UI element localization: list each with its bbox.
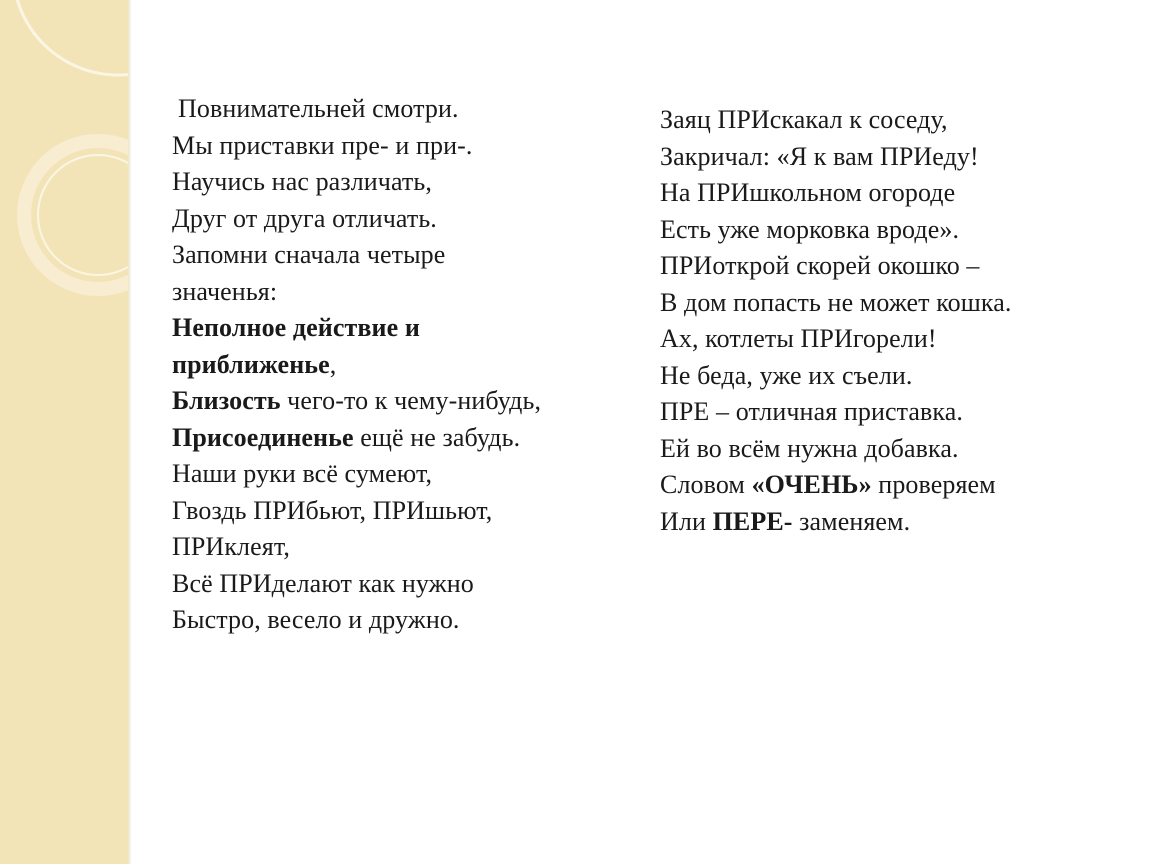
plain-text: ещё не забудь. xyxy=(353,422,521,452)
poem-line: Быстро, весело и дружно. xyxy=(172,605,460,634)
poem-line: ПРИклеят, xyxy=(172,532,290,561)
poem-line xyxy=(172,310,541,347)
poem-line: Закричал: «Я к вам ПРИеду! xyxy=(660,141,979,171)
poem-line: Не беда, уже их съели. xyxy=(660,360,913,390)
poem-line: ПРИоткрой скорей окошко – xyxy=(660,251,980,280)
poem-line: Повнимательней смотри. xyxy=(178,94,459,123)
poem-line xyxy=(660,504,1011,541)
poem-line: Есть уже морковка вроде». xyxy=(660,214,960,244)
plain-text: Или xyxy=(660,506,713,536)
poem-right-column xyxy=(660,102,1011,540)
plain-text: чего-то к чему-нибудь, xyxy=(280,386,542,415)
poem-line: Мы приставки пре- и при-. xyxy=(172,130,473,160)
bold-text: Неполное действие и xyxy=(172,313,420,342)
poem-line: Ах, котлеты ПРИгорели! xyxy=(660,324,937,353)
bold-text: Близость xyxy=(172,386,281,415)
poem-line: Наши руки всё сумеют, xyxy=(172,459,433,488)
bold-text: ПЕРЕ- xyxy=(712,506,793,536)
bold-text: Присоединенье xyxy=(172,422,354,452)
poem-line xyxy=(172,383,541,420)
poem-line: Друг от друга отличать. xyxy=(172,203,437,233)
plain-text: заменяем. xyxy=(792,506,911,536)
bold-text: «ОЧЕНЬ» xyxy=(751,470,872,499)
poem-line: Всё ПРИделают как нужно xyxy=(172,568,474,598)
decorative-circles xyxy=(0,0,128,864)
poem-line xyxy=(172,420,541,457)
poem-line: На ПРИшкольном огороде xyxy=(660,178,956,207)
poem-line xyxy=(660,467,1011,504)
circle-ring-middle xyxy=(24,141,128,289)
poem-line: В дом попасть не может кошка. xyxy=(660,287,1012,317)
poem-line: значенья: xyxy=(172,276,278,306)
sidebar-edge xyxy=(128,0,132,864)
plain-text: Словом xyxy=(660,470,752,499)
decorative-sidebar xyxy=(0,0,128,864)
plain-text: проверяем xyxy=(871,470,996,499)
bold-text: приближенье xyxy=(172,349,330,379)
plain-text: , xyxy=(329,349,337,379)
poem-line xyxy=(172,347,541,384)
poem-line: Запомни сначала четыре xyxy=(172,240,446,269)
poem-line: ПРЕ – отличная приставка. xyxy=(660,397,964,426)
circle-outline-top xyxy=(13,0,128,75)
circle-inner-middle xyxy=(38,155,128,275)
poem-line: Гвоздь ПРИбьют, ПРИшьют, xyxy=(172,495,493,525)
poem-line: Заяц ПРИскакал к соседу, xyxy=(660,105,948,134)
poem-left-column xyxy=(172,91,541,639)
poem-line: Ей во всём нужна добавка. xyxy=(660,433,959,463)
poem-line: Научись нас различать, xyxy=(172,167,432,196)
